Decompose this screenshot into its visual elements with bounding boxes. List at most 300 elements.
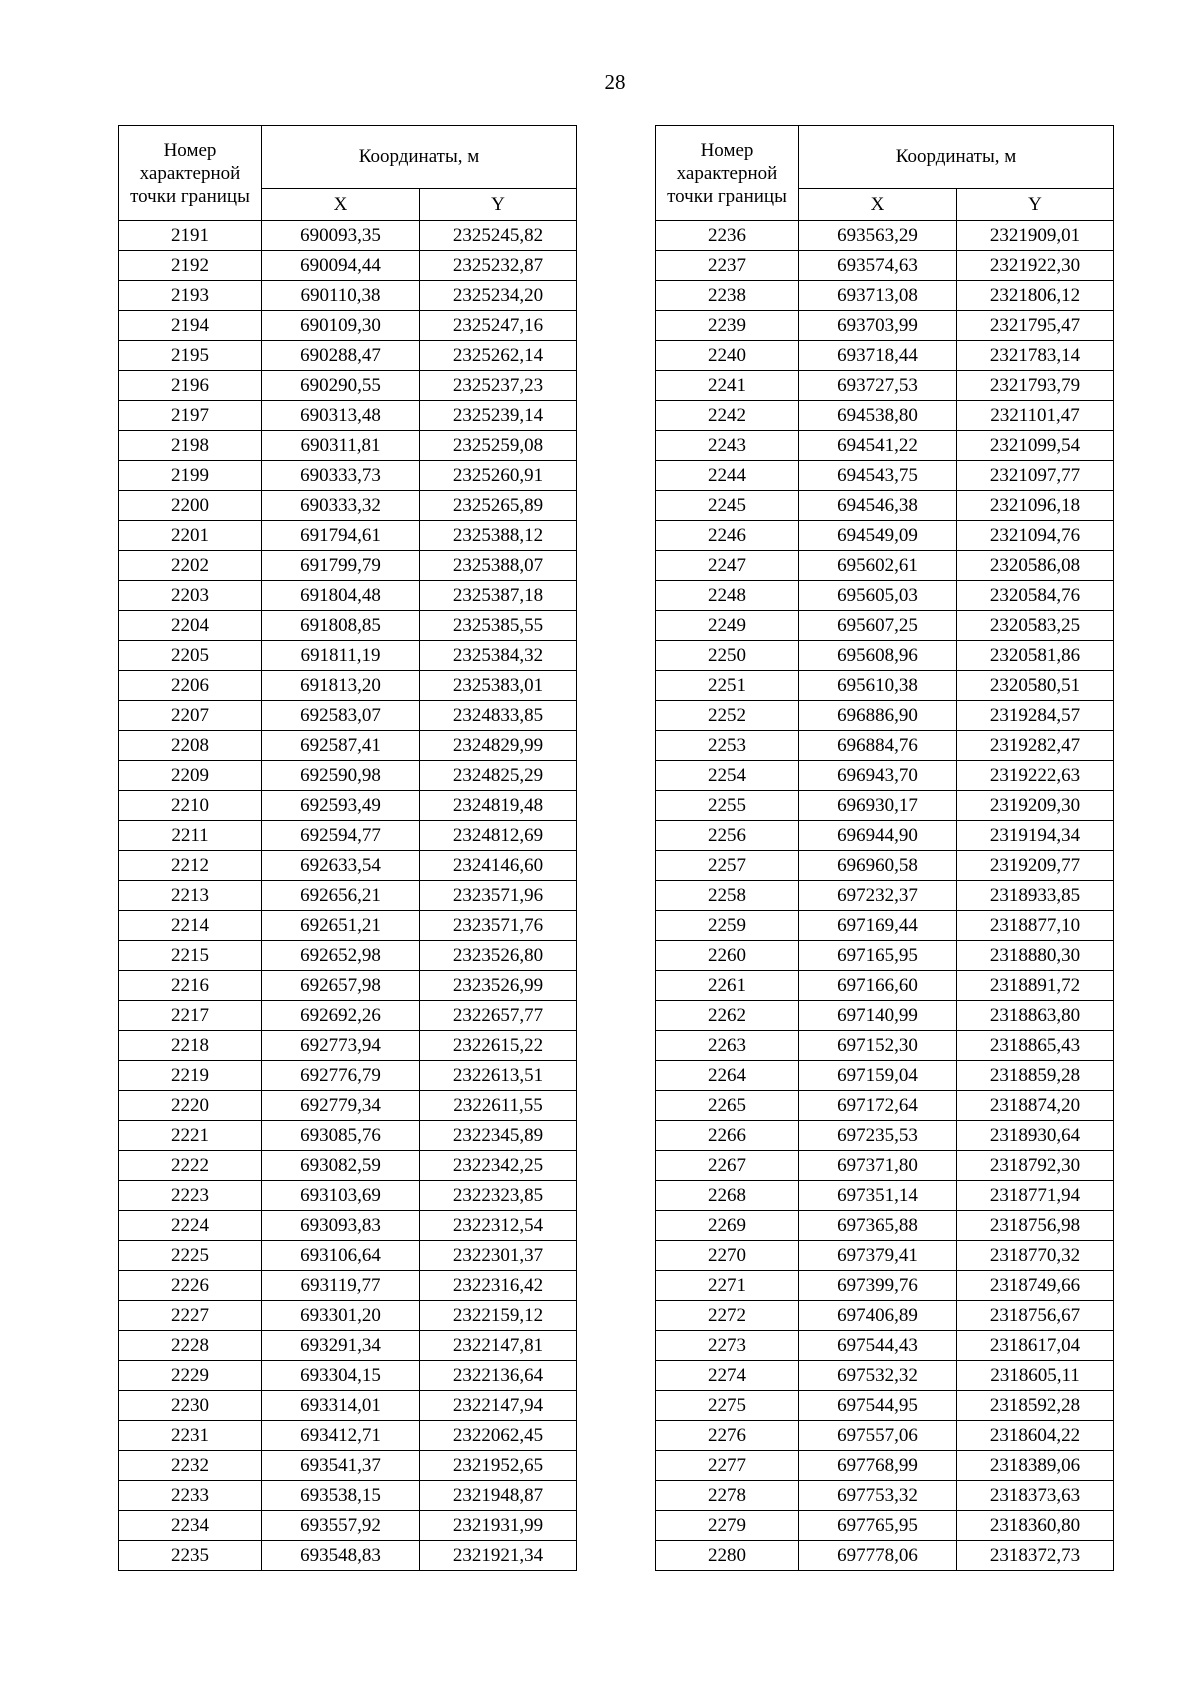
cell-point-number: 2280 <box>656 1541 799 1571</box>
cell-x: 690093,35 <box>262 221 420 251</box>
cell-y: 2318617,04 <box>957 1331 1114 1361</box>
cell-point-number: 2215 <box>119 941 262 971</box>
cell-x: 697172,64 <box>799 1091 957 1121</box>
cell-y: 2323526,99 <box>420 971 577 1001</box>
cell-y: 2318373,63 <box>957 1481 1114 1511</box>
table-row <box>119 1091 577 1121</box>
header-y: Y <box>420 188 577 220</box>
header-x: X <box>799 188 957 220</box>
cell-y: 2321795,47 <box>957 311 1114 341</box>
cell-point-number: 2259 <box>656 911 799 941</box>
cell-point-number: 2278 <box>656 1481 799 1511</box>
table-row <box>656 461 1114 491</box>
cell-y: 2325388,07 <box>420 551 577 581</box>
cell-y: 2322657,77 <box>420 1001 577 1031</box>
cell-y: 2319222,63 <box>957 761 1114 791</box>
cell-y: 2318756,98 <box>957 1211 1114 1241</box>
table-row <box>656 551 1114 581</box>
cell-point-number: 2217 <box>119 1001 262 1031</box>
cell-y: 2325234,20 <box>420 281 577 311</box>
cell-x: 690311,81 <box>262 431 420 461</box>
cell-y: 2322342,25 <box>420 1151 577 1181</box>
table-row <box>656 401 1114 431</box>
cell-x: 694538,80 <box>799 401 957 431</box>
cell-point-number: 2220 <box>119 1091 262 1121</box>
table-row <box>119 641 577 671</box>
cell-y: 2325237,23 <box>420 371 577 401</box>
table-row <box>119 1181 577 1211</box>
cell-y: 2318604,22 <box>957 1421 1114 1451</box>
cell-y: 2321909,01 <box>957 221 1114 251</box>
cell-x: 690290,55 <box>262 371 420 401</box>
table-row <box>119 1451 577 1481</box>
cell-y: 2319282,47 <box>957 731 1114 761</box>
table-row <box>656 911 1114 941</box>
cell-x: 697544,43 <box>799 1331 957 1361</box>
table-row <box>119 1241 577 1271</box>
table-row <box>656 941 1114 971</box>
cell-x: 693304,15 <box>262 1361 420 1391</box>
table-row <box>656 1031 1114 1061</box>
table-row <box>119 1511 577 1541</box>
table-row <box>656 791 1114 821</box>
table-row <box>119 401 577 431</box>
table-row <box>119 491 577 521</box>
cell-point-number: 2245 <box>656 491 799 521</box>
table-row <box>656 971 1114 1001</box>
cell-y: 2321793,79 <box>957 371 1114 401</box>
cell-y: 2321921,34 <box>420 1541 577 1571</box>
cell-y: 2325265,89 <box>420 491 577 521</box>
cell-y: 2321096,18 <box>957 491 1114 521</box>
cell-x: 697399,76 <box>799 1271 957 1301</box>
cell-y: 2325262,14 <box>420 341 577 371</box>
cell-y: 2325387,18 <box>420 581 577 611</box>
cell-y: 2318756,67 <box>957 1301 1114 1331</box>
cell-y: 2324819,48 <box>420 791 577 821</box>
cell-x: 697406,89 <box>799 1301 957 1331</box>
cell-point-number: 2250 <box>656 641 799 671</box>
cell-x: 693119,77 <box>262 1271 420 1301</box>
cell-y: 2323571,76 <box>420 911 577 941</box>
cell-point-number: 2203 <box>119 581 262 611</box>
table-row <box>119 1061 577 1091</box>
cell-y: 2318877,10 <box>957 911 1114 941</box>
cell-x: 692651,21 <box>262 911 420 941</box>
cell-y: 2318874,20 <box>957 1091 1114 1121</box>
cell-point-number: 2262 <box>656 1001 799 1031</box>
cell-x: 691794,61 <box>262 521 420 551</box>
cell-x: 697166,60 <box>799 971 957 1001</box>
cell-x: 693718,44 <box>799 341 957 371</box>
cell-x: 697557,06 <box>799 1421 957 1451</box>
cell-y: 2322345,89 <box>420 1121 577 1151</box>
cell-x: 692773,94 <box>262 1031 420 1061</box>
cell-point-number: 2209 <box>119 761 262 791</box>
cell-point-number: 2201 <box>119 521 262 551</box>
coordinates-table-right <box>655 125 1114 1571</box>
cell-point-number: 2244 <box>656 461 799 491</box>
cell-y: 2318859,28 <box>957 1061 1114 1091</box>
cell-point-number: 2243 <box>656 431 799 461</box>
cell-y: 2325384,32 <box>420 641 577 671</box>
cell-x: 697544,95 <box>799 1391 957 1421</box>
cell-point-number: 2249 <box>656 611 799 641</box>
cell-x: 690313,48 <box>262 401 420 431</box>
cell-x: 696944,90 <box>799 821 957 851</box>
cell-point-number: 2252 <box>656 701 799 731</box>
cell-y: 2322611,55 <box>420 1091 577 1121</box>
cell-x: 694549,09 <box>799 521 957 551</box>
table-row <box>656 1241 1114 1271</box>
cell-x: 692656,21 <box>262 881 420 911</box>
table-row <box>656 1421 1114 1451</box>
cell-x: 690333,73 <box>262 461 420 491</box>
cell-point-number: 2213 <box>119 881 262 911</box>
cell-x: 697371,80 <box>799 1151 957 1181</box>
table-row <box>656 1271 1114 1301</box>
cell-x: 697365,88 <box>799 1211 957 1241</box>
cell-y: 2318771,94 <box>957 1181 1114 1211</box>
table-row <box>119 1361 577 1391</box>
cell-x: 691799,79 <box>262 551 420 581</box>
cell-x: 697235,53 <box>799 1121 957 1151</box>
table-row <box>656 311 1114 341</box>
header-x: X <box>262 188 420 220</box>
cell-point-number: 2236 <box>656 221 799 251</box>
cell-x: 695608,96 <box>799 641 957 671</box>
cell-x: 693703,99 <box>799 311 957 341</box>
cell-point-number: 2232 <box>119 1451 262 1481</box>
table-row <box>119 761 577 791</box>
table-row <box>119 1421 577 1451</box>
cell-x: 690109,30 <box>262 311 420 341</box>
cell-y: 2325239,14 <box>420 401 577 431</box>
cell-y: 2320580,51 <box>957 671 1114 701</box>
table-row <box>119 731 577 761</box>
table-row <box>119 251 577 281</box>
table-row <box>119 851 577 881</box>
cell-x: 693103,69 <box>262 1181 420 1211</box>
cell-x: 696884,76 <box>799 731 957 761</box>
cell-x: 696960,58 <box>799 851 957 881</box>
cell-point-number: 2274 <box>656 1361 799 1391</box>
table-row <box>656 821 1114 851</box>
cell-x: 697778,06 <box>799 1541 957 1571</box>
header-coordinates: Координаты, м <box>262 126 577 189</box>
cell-x: 697169,44 <box>799 911 957 941</box>
table-row <box>119 461 577 491</box>
cell-x: 690288,47 <box>262 341 420 371</box>
cell-point-number: 2239 <box>656 311 799 341</box>
cell-x: 693085,76 <box>262 1121 420 1151</box>
cell-point-number: 2218 <box>119 1031 262 1061</box>
table-row <box>119 221 577 251</box>
cell-y: 2322147,94 <box>420 1391 577 1421</box>
table-row <box>656 1301 1114 1331</box>
table-row <box>656 1181 1114 1211</box>
cell-y: 2325259,08 <box>420 431 577 461</box>
table-row <box>119 551 577 581</box>
cell-y: 2318930,64 <box>957 1121 1114 1151</box>
cell-point-number: 2221 <box>119 1121 262 1151</box>
cell-y: 2323526,80 <box>420 941 577 971</box>
cell-point-number: 2277 <box>656 1451 799 1481</box>
cell-point-number: 2230 <box>119 1391 262 1421</box>
cell-x: 695602,61 <box>799 551 957 581</box>
cell-point-number: 2240 <box>656 341 799 371</box>
cell-x: 690110,38 <box>262 281 420 311</box>
table-row <box>119 1121 577 1151</box>
table-row <box>656 1061 1114 1091</box>
cell-point-number: 2275 <box>656 1391 799 1421</box>
cell-point-number: 2196 <box>119 371 262 401</box>
cell-y: 2318865,43 <box>957 1031 1114 1061</box>
table-body-right <box>656 221 1114 1571</box>
table-row <box>656 881 1114 911</box>
cell-point-number: 2272 <box>656 1301 799 1331</box>
cell-x: 693314,01 <box>262 1391 420 1421</box>
cell-point-number: 2207 <box>119 701 262 731</box>
cell-y: 2318770,32 <box>957 1241 1114 1271</box>
cell-x: 695605,03 <box>799 581 957 611</box>
cell-y: 2322615,22 <box>420 1031 577 1061</box>
cell-point-number: 2241 <box>656 371 799 401</box>
table-row <box>656 701 1114 731</box>
page-number: 28 <box>604 70 626 94</box>
cell-y: 2320583,25 <box>957 611 1114 641</box>
cell-x: 695607,25 <box>799 611 957 641</box>
cell-point-number: 2266 <box>656 1121 799 1151</box>
cell-point-number: 2235 <box>119 1541 262 1571</box>
table-row <box>119 371 577 401</box>
cell-y: 2321922,30 <box>957 251 1114 281</box>
cell-y: 2322159,12 <box>420 1301 577 1331</box>
cell-x: 692779,34 <box>262 1091 420 1121</box>
table-row <box>656 1151 1114 1181</box>
table-row <box>656 641 1114 671</box>
table-row <box>119 1031 577 1061</box>
cell-point-number: 2260 <box>656 941 799 971</box>
cell-point-number: 2267 <box>656 1151 799 1181</box>
cell-point-number: 2279 <box>656 1511 799 1541</box>
cell-point-number: 2257 <box>656 851 799 881</box>
cell-y: 2318372,73 <box>957 1541 1114 1571</box>
table-row <box>119 941 577 971</box>
cell-y: 2324825,29 <box>420 761 577 791</box>
cell-y: 2318792,30 <box>957 1151 1114 1181</box>
cell-point-number: 2273 <box>656 1331 799 1361</box>
table-row <box>119 671 577 701</box>
table-row <box>656 281 1114 311</box>
cell-point-number: 2224 <box>119 1211 262 1241</box>
cell-x: 693301,20 <box>262 1301 420 1331</box>
cell-x: 693548,83 <box>262 1541 420 1571</box>
cell-y: 2321948,87 <box>420 1481 577 1511</box>
cell-x: 695610,38 <box>799 671 957 701</box>
cell-x: 693082,59 <box>262 1151 420 1181</box>
table-row <box>656 341 1114 371</box>
table-row <box>656 1121 1114 1151</box>
cell-point-number: 2197 <box>119 401 262 431</box>
cell-y: 2324146,60 <box>420 851 577 881</box>
table-row <box>119 881 577 911</box>
cell-y: 2324812,69 <box>420 821 577 851</box>
cell-point-number: 2254 <box>656 761 799 791</box>
cell-y: 2319209,30 <box>957 791 1114 821</box>
cell-x: 690094,44 <box>262 251 420 281</box>
cell-point-number: 2251 <box>656 671 799 701</box>
cell-point-number: 2264 <box>656 1061 799 1091</box>
table-row <box>119 791 577 821</box>
table-row <box>119 581 577 611</box>
table-row <box>119 341 577 371</box>
cell-x: 692657,98 <box>262 971 420 1001</box>
table-row <box>119 1211 577 1241</box>
cell-y: 2322301,37 <box>420 1241 577 1271</box>
cell-x: 693574,63 <box>799 251 957 281</box>
cell-point-number: 2276 <box>656 1421 799 1451</box>
cell-point-number: 2202 <box>119 551 262 581</box>
table-row <box>656 221 1114 251</box>
cell-x: 692590,98 <box>262 761 420 791</box>
cell-x: 692692,26 <box>262 1001 420 1031</box>
cell-x: 697379,41 <box>799 1241 957 1271</box>
cell-point-number: 2192 <box>119 251 262 281</box>
cell-point-number: 2270 <box>656 1241 799 1271</box>
cell-x: 693563,29 <box>799 221 957 251</box>
cell-x: 691808,85 <box>262 611 420 641</box>
cell-y: 2321806,12 <box>957 281 1114 311</box>
cell-point-number: 2265 <box>656 1091 799 1121</box>
cell-point-number: 2214 <box>119 911 262 941</box>
cell-point-number: 2226 <box>119 1271 262 1301</box>
cell-point-number: 2238 <box>656 281 799 311</box>
cell-x: 694543,75 <box>799 461 957 491</box>
cell-x: 693106,64 <box>262 1241 420 1271</box>
table-row <box>656 1361 1114 1391</box>
cell-y: 2321783,14 <box>957 341 1114 371</box>
cell-point-number: 2229 <box>119 1361 262 1391</box>
cell-x: 692633,54 <box>262 851 420 881</box>
cell-point-number: 2205 <box>119 641 262 671</box>
cell-x: 692652,98 <box>262 941 420 971</box>
cell-x: 694546,38 <box>799 491 957 521</box>
cell-point-number: 2255 <box>656 791 799 821</box>
cell-y: 2322136,64 <box>420 1361 577 1391</box>
table-row <box>656 1541 1114 1571</box>
cell-y: 2319194,34 <box>957 821 1114 851</box>
cell-y: 2324833,85 <box>420 701 577 731</box>
cell-x: 694541,22 <box>799 431 957 461</box>
cell-x: 693727,53 <box>799 371 957 401</box>
table-row <box>656 1511 1114 1541</box>
table-row <box>656 1331 1114 1361</box>
table-row <box>119 521 577 551</box>
cell-point-number: 2191 <box>119 221 262 251</box>
cell-point-number: 2211 <box>119 821 262 851</box>
cell-y: 2325245,82 <box>420 221 577 251</box>
cell-x: 691804,48 <box>262 581 420 611</box>
cell-point-number: 2199 <box>119 461 262 491</box>
cell-x: 697351,14 <box>799 1181 957 1211</box>
header-coordinates: Координаты, м <box>799 126 1114 189</box>
cell-point-number: 2216 <box>119 971 262 1001</box>
cell-x: 693557,92 <box>262 1511 420 1541</box>
table-row <box>119 1481 577 1511</box>
cell-y: 2322312,54 <box>420 1211 577 1241</box>
table-row <box>119 701 577 731</box>
cell-y: 2318360,80 <box>957 1511 1114 1541</box>
cell-point-number: 2225 <box>119 1241 262 1271</box>
cell-x: 696930,17 <box>799 791 957 821</box>
cell-y: 2318880,30 <box>957 941 1114 971</box>
cell-x: 697140,99 <box>799 1001 957 1031</box>
cell-y: 2325385,55 <box>420 611 577 641</box>
table-row <box>119 1391 577 1421</box>
table-row <box>656 611 1114 641</box>
cell-point-number: 2237 <box>656 251 799 281</box>
header-point-number: Номер характерной точки границы <box>656 126 799 221</box>
cell-y: 2325383,01 <box>420 671 577 701</box>
cell-x: 697159,04 <box>799 1061 957 1091</box>
table-row <box>656 1091 1114 1121</box>
cell-y: 2319284,57 <box>957 701 1114 731</box>
cell-y: 2324829,99 <box>420 731 577 761</box>
cell-point-number: 2194 <box>119 311 262 341</box>
cell-y: 2320581,86 <box>957 641 1114 671</box>
cell-x: 697165,95 <box>799 941 957 971</box>
cell-point-number: 2206 <box>119 671 262 701</box>
table-row <box>656 1481 1114 1511</box>
table-row <box>119 1541 577 1571</box>
cell-x: 693093,83 <box>262 1211 420 1241</box>
cell-x: 691813,20 <box>262 671 420 701</box>
cell-x: 696943,70 <box>799 761 957 791</box>
cell-y: 2325247,16 <box>420 311 577 341</box>
cell-y: 2321101,47 <box>957 401 1114 431</box>
cell-point-number: 2219 <box>119 1061 262 1091</box>
table-row <box>656 1391 1114 1421</box>
cell-point-number: 2253 <box>656 731 799 761</box>
table-row <box>656 581 1114 611</box>
coordinates-table-left <box>118 125 577 1571</box>
cell-y: 2318592,28 <box>957 1391 1114 1421</box>
cell-y: 2321094,76 <box>957 521 1114 551</box>
cell-point-number: 2212 <box>119 851 262 881</box>
cell-y: 2319209,77 <box>957 851 1114 881</box>
cell-y: 2318605,11 <box>957 1361 1114 1391</box>
cell-x: 693713,08 <box>799 281 957 311</box>
cell-y: 2318933,85 <box>957 881 1114 911</box>
cell-point-number: 2263 <box>656 1031 799 1061</box>
table-row <box>656 251 1114 281</box>
table-row <box>656 851 1114 881</box>
cell-x: 697765,95 <box>799 1511 957 1541</box>
cell-y: 2322147,81 <box>420 1331 577 1361</box>
cell-point-number: 2269 <box>656 1211 799 1241</box>
cell-y: 2318749,66 <box>957 1271 1114 1301</box>
table-row <box>119 1001 577 1031</box>
cell-point-number: 2268 <box>656 1181 799 1211</box>
cell-y: 2318891,72 <box>957 971 1114 1001</box>
table-row <box>656 1211 1114 1241</box>
cell-x: 691811,19 <box>262 641 420 671</box>
cell-y: 2322613,51 <box>420 1061 577 1091</box>
header-point-number: Номер характерной точки границы <box>119 126 262 221</box>
table-row <box>656 1001 1114 1031</box>
table-row <box>656 491 1114 521</box>
